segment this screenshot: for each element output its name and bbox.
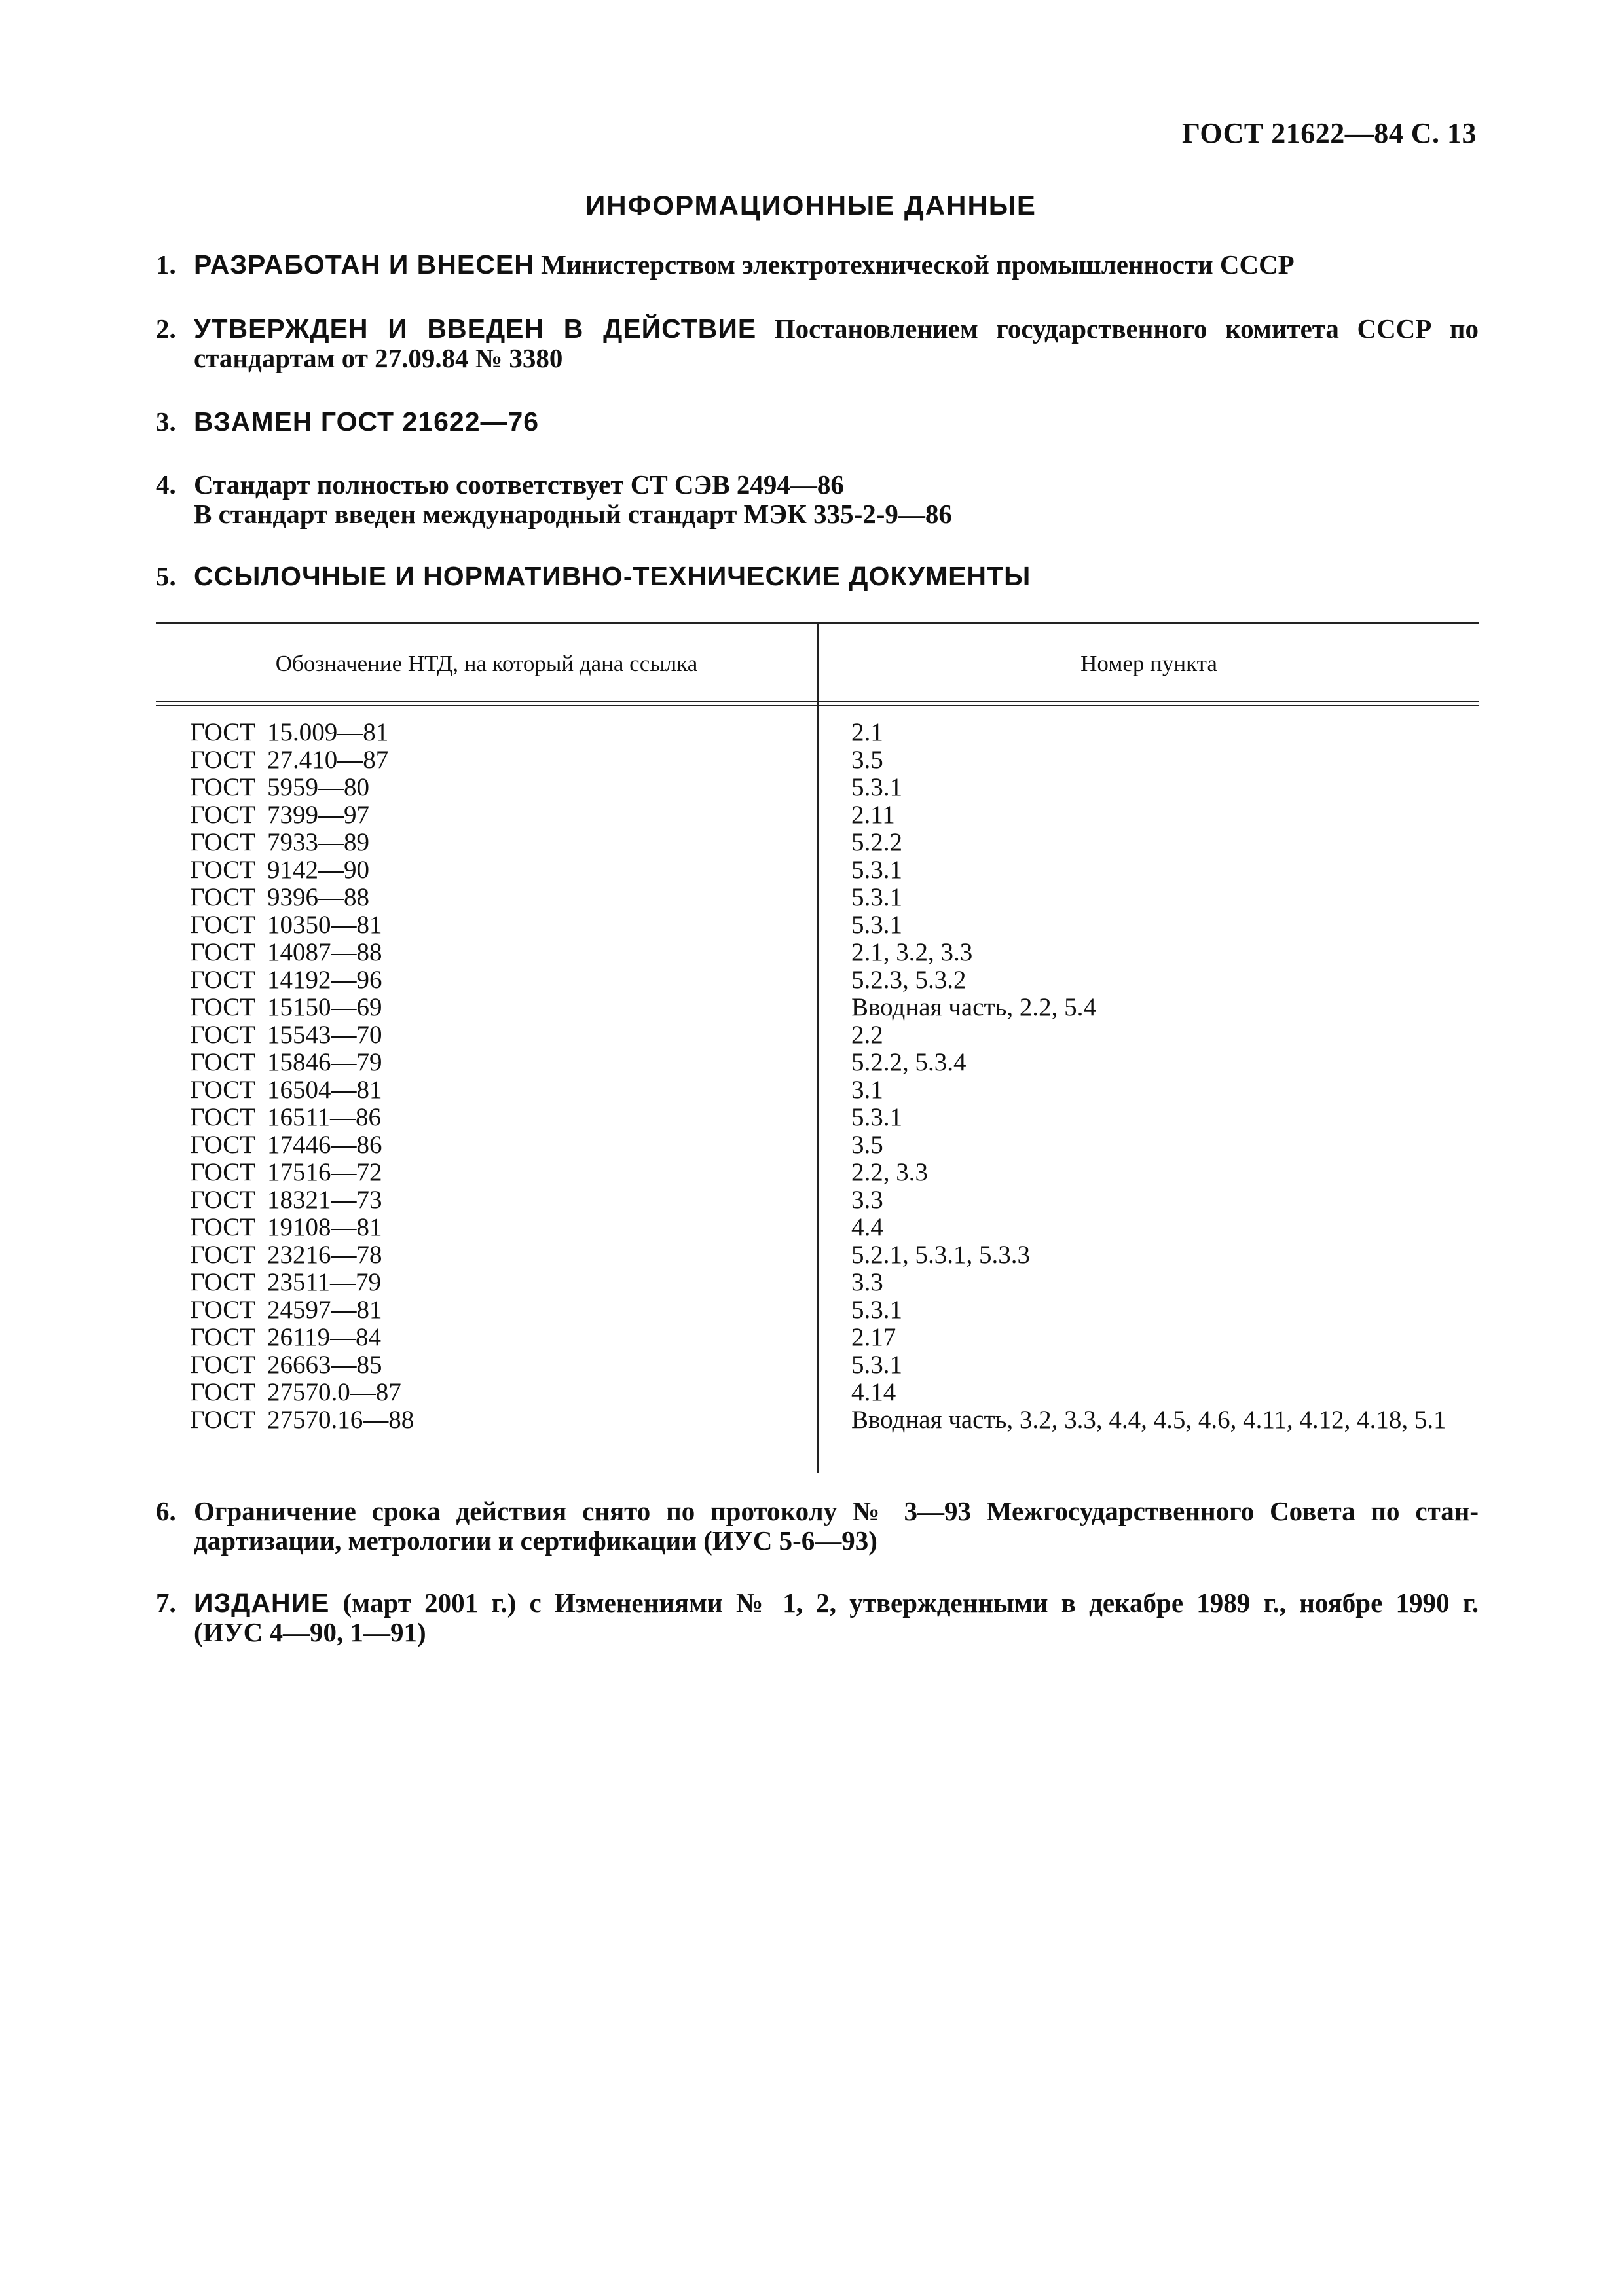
table-cell-document	[190, 1351, 382, 1379]
table-row	[156, 856, 1479, 884]
table-row	[156, 719, 1479, 746]
document-number: 17516—72	[267, 1158, 382, 1186]
table-row	[156, 1351, 1479, 1379]
table-row	[156, 939, 1479, 966]
table-row	[156, 911, 1479, 939]
table-cell-point: 5.3.1	[851, 883, 902, 911]
table-cell-point: 3.5	[851, 1131, 883, 1159]
table-cell-point: 5.3.1	[851, 1103, 902, 1131]
item-text-line-1: Стандарт полностью соответствует СТ СЭВ 2494—86	[194, 469, 844, 500]
table-cell-point: 3.1	[851, 1076, 883, 1104]
table-row	[156, 1296, 1479, 1324]
document-prefix: ГОСТ	[190, 1048, 256, 1076]
item-text-line-1: Ограничение срока действия снято по протоколу № 3—93 Межгосударственного Совета по стан-	[194, 1496, 1479, 1526]
item-text-line-2: стандартам от 27.09.84 № 3380	[194, 343, 563, 373]
item-number: 1.	[156, 249, 176, 280]
table-cell-point: 2.11	[851, 801, 895, 829]
item-number: 3.	[156, 407, 176, 437]
document-number: 7399—97	[267, 801, 369, 829]
table-cell-point: 2.1	[851, 718, 883, 746]
table-row	[156, 1406, 1479, 1434]
document-prefix: ГОСТ	[190, 1241, 256, 1269]
reference-documents-table	[156, 622, 1479, 1473]
info-item-7	[156, 1588, 1479, 1647]
table-cell-point: Вводная часть, 3.2, 3.3, 4.4, 4.5, 4.6, 4.11, 4.12, 4.18, 5.1	[851, 1406, 1447, 1434]
table-header-rule-double	[156, 705, 1479, 706]
table-row	[156, 1214, 1479, 1241]
table-row	[156, 1131, 1479, 1159]
table-header-point: Номер пункта	[1080, 651, 1217, 676]
item-text-line-2: (ИУС 4—90, 1—91)	[194, 1617, 426, 1647]
item-caps-label: ИЗДАНИЕ	[194, 1588, 330, 1618]
document-number: 7933—89	[267, 828, 369, 856]
table-cell-document	[190, 856, 369, 884]
document-prefix: ГОСТ	[190, 746, 256, 774]
item-caps-label: ВЗАМЕН ГОСТ 21622—76	[194, 407, 540, 437]
table-cell-document	[190, 939, 382, 966]
item-number: 5.	[156, 561, 176, 591]
document-prefix: ГОСТ	[190, 966, 256, 994]
table-row	[156, 746, 1479, 774]
table-cell-document	[190, 1021, 382, 1049]
document-number: 16504—81	[267, 1076, 382, 1104]
table-cell-point: 5.2.3, 5.3.2	[851, 966, 967, 994]
document-prefix: ГОСТ	[190, 856, 256, 884]
document-number: 15543—70	[267, 1021, 382, 1049]
document-number: 26663—85	[267, 1351, 382, 1379]
item-number: 7.	[156, 1588, 176, 1618]
document-number: 9142—90	[267, 856, 369, 884]
document-prefix: ГОСТ	[190, 1351, 256, 1379]
table-cell-document	[190, 719, 388, 746]
table-cell-document	[190, 1296, 382, 1324]
table-cell-document	[190, 801, 369, 829]
table-row	[156, 1241, 1479, 1269]
document-prefix: ГОСТ	[190, 801, 256, 829]
document-prefix: ГОСТ	[190, 1378, 256, 1406]
table-cell-point: 5.3.1	[851, 1296, 902, 1324]
table-cell-point: 5.2.2, 5.3.4	[851, 1048, 967, 1076]
document-prefix: ГОСТ	[190, 1186, 256, 1214]
document-prefix: ГОСТ	[190, 1076, 256, 1104]
document-number: 5959—80	[267, 773, 369, 801]
table-cell-document	[190, 1131, 382, 1159]
table-row	[156, 1076, 1479, 1104]
document-prefix: ГОСТ	[190, 1268, 256, 1296]
table-cell-point: 2.2, 3.3	[851, 1158, 928, 1186]
table-row	[156, 801, 1479, 829]
item-text-line-2: дартизации, метрологии и сертификации (ИУС 5-6—93)	[194, 1525, 877, 1556]
info-item-3	[156, 407, 1479, 437]
document-number: 19108—81	[267, 1213, 382, 1241]
table-cell-document	[190, 829, 369, 856]
document-prefix: ГОСТ	[190, 911, 256, 939]
item-text-line-1: (март 2001 г.) с Изменениями № 1, 2, утвержденными в декабре 1989 г., ноябре 1990 г.	[342, 1588, 1479, 1618]
item-number: 6.	[156, 1496, 176, 1526]
document-prefix: ГОСТ	[190, 1131, 256, 1159]
table-cell-document	[190, 1104, 381, 1131]
table-cell-document	[190, 746, 388, 774]
table-cell-document	[190, 1406, 414, 1434]
document-number: 27.410—87	[267, 746, 389, 774]
document-prefix: ГОСТ	[190, 938, 256, 966]
item-caps-label: ССЫЛОЧНЫЕ И НОРМАТИВНО-ТЕХНИЧЕСКИЕ ДОКУМЕНТЫ	[194, 561, 1031, 591]
info-item-6	[156, 1497, 1479, 1556]
table-row	[156, 1049, 1479, 1076]
table-body	[156, 719, 1479, 1434]
item-number: 4.	[156, 469, 176, 500]
table-header-rule	[156, 701, 1479, 702]
table-cell-document	[190, 1241, 382, 1269]
table-row	[156, 966, 1479, 994]
page-title: ИНФОРМАЦИОННЫЕ ДАННЫЕ	[585, 190, 1037, 221]
document-number: 24597—81	[267, 1296, 382, 1324]
table-row	[156, 884, 1479, 911]
document-prefix: ГОСТ	[190, 718, 256, 746]
table-cell-document	[190, 1049, 382, 1076]
table-cell-document	[190, 1324, 381, 1351]
page-header-code: ГОСТ 21622—84 С. 13	[1181, 117, 1477, 149]
info-item-5	[156, 562, 1479, 591]
table-cell-point: 5.3.1	[851, 856, 902, 884]
document-number: 14087—88	[267, 938, 382, 966]
table-cell-document	[190, 1076, 382, 1104]
table-cell-document	[190, 966, 382, 994]
table-row	[156, 1021, 1479, 1049]
document-prefix: ГОСТ	[190, 1296, 256, 1324]
table-cell-point: 4.14	[851, 1378, 896, 1406]
document-number: 9396—88	[267, 883, 369, 911]
item-text-line-1: Постановлением государственного комитета СССР по	[774, 314, 1479, 344]
table-cell-document	[190, 911, 382, 939]
table-cell-document	[190, 994, 382, 1021]
table-row	[156, 1159, 1479, 1186]
table-row	[156, 774, 1479, 801]
document-prefix: ГОСТ	[190, 1103, 256, 1131]
document-number: 15150—69	[267, 993, 382, 1021]
table-cell-point: Вводная часть, 2.2, 5.4	[851, 993, 1096, 1021]
table-cell-document	[190, 1379, 401, 1406]
item-text: Министерством электротехнической промышленности СССР	[541, 249, 1295, 280]
table-cell-point: 5.2.2	[851, 828, 902, 856]
item-number: 2.	[156, 314, 176, 344]
table-row	[156, 1186, 1479, 1214]
document-prefix: ГОСТ	[190, 883, 256, 911]
table-cell-point: 5.3.1	[851, 911, 902, 939]
table-cell-document	[190, 1214, 382, 1241]
table-cell-point: 5.3.1	[851, 773, 902, 801]
document-prefix: ГОСТ	[190, 1158, 256, 1186]
table-cell-document	[190, 884, 369, 911]
info-item-1	[156, 250, 1479, 280]
table-row	[156, 1379, 1479, 1406]
table-cell-document	[190, 1269, 381, 1296]
table-cell-point: 3.5	[851, 746, 883, 774]
item-caps-label: РАЗРАБОТАН И ВНЕСЕН	[194, 249, 534, 280]
document-number: 17446—86	[267, 1131, 382, 1159]
table-cell-point: 5.3.1	[851, 1351, 902, 1379]
document-number: 15.009—81	[267, 718, 389, 746]
table-cell-point: 2.1, 3.2, 3.3	[851, 938, 973, 966]
document-number: 16511—86	[267, 1103, 382, 1131]
document-prefix: ГОСТ	[190, 1406, 256, 1434]
table-row	[156, 829, 1479, 856]
document-prefix: ГОСТ	[190, 993, 256, 1021]
document-prefix: ГОСТ	[190, 1323, 256, 1351]
table-cell-document	[190, 1159, 382, 1186]
document-prefix: ГОСТ	[190, 828, 256, 856]
table-cell-point: 3.3	[851, 1186, 883, 1214]
document-prefix: ГОСТ	[190, 773, 256, 801]
table-row	[156, 994, 1479, 1021]
document-number: 23216—78	[267, 1241, 382, 1269]
table-cell-document	[190, 1186, 382, 1214]
table-row	[156, 1269, 1479, 1296]
document-number: 23511—79	[267, 1268, 382, 1296]
info-item-4	[156, 470, 1479, 529]
table-cell-document	[190, 774, 369, 801]
info-item-2	[156, 314, 1479, 373]
document-prefix: ГОСТ	[190, 1021, 256, 1049]
document-number: 15846—79	[267, 1048, 382, 1076]
item-text-line-2: В стандарт введен международный стандарт МЭК 335-2-9—86	[194, 499, 952, 529]
document-prefix: ГОСТ	[190, 1213, 256, 1241]
document-number: 27570.16—88	[267, 1406, 415, 1434]
table-cell-point: 5.2.1, 5.3.1, 5.3.3	[851, 1241, 1030, 1269]
document-number: 27570.0—87	[267, 1378, 401, 1406]
table-header-document: Обозначение НТД, на который дана ссылка	[275, 651, 698, 676]
document-number: 10350—81	[267, 911, 382, 939]
table-cell-point: 3.3	[851, 1268, 883, 1296]
table-cell-point: 4.4	[851, 1213, 883, 1241]
table-cell-point: 2.17	[851, 1323, 896, 1351]
item-caps-label: УТВЕРЖДЕН И ВВЕДЕН В ДЕЙСТВИЕ	[194, 314, 757, 344]
table-row	[156, 1324, 1479, 1351]
table-row	[156, 1104, 1479, 1131]
document-number: 14192—96	[267, 966, 382, 994]
document-number: 18321—73	[267, 1186, 382, 1214]
document-number: 26119—84	[267, 1323, 382, 1351]
table-cell-point: 2.2	[851, 1021, 883, 1049]
